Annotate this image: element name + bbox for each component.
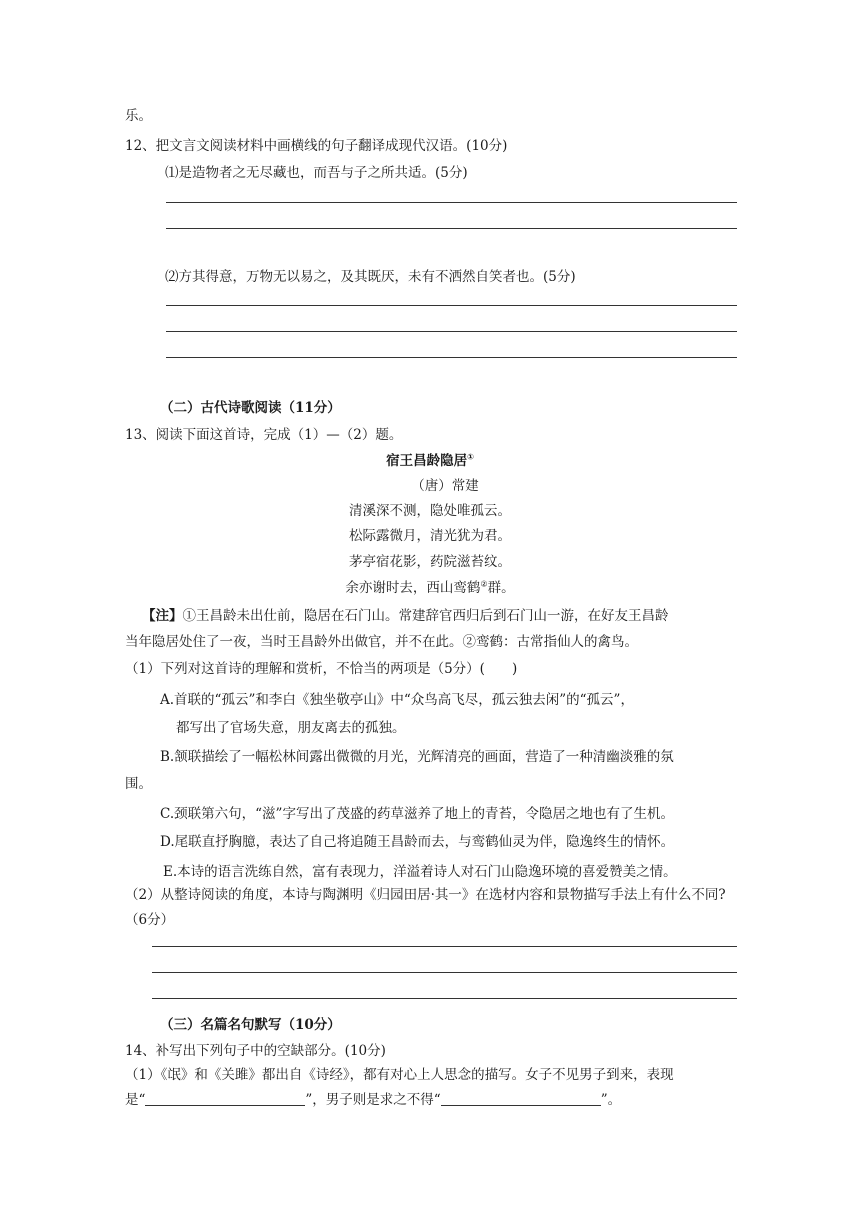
section-3-heading: （三）名篇名句默写（10分） bbox=[160, 1017, 341, 1033]
q14-1-line-1: （1）《氓》和《关雎》都出自《诗经》，都有对心上人思念的描写。女子不见男子到来，表现 bbox=[125, 1067, 674, 1083]
option-c: C.颈联第六句，“滋”字写出了茂盛的药草滋养了地上的青苔，令隐居之地也有了生机。 bbox=[160, 806, 674, 822]
answer-line bbox=[166, 202, 737, 203]
option-b-line-1: B.颔联描绘了一幅松林间露出微微的月光，光辉清亮的画面，营造了一种清幽淡雅的氛 bbox=[160, 749, 674, 765]
poem-note-line-1: 【注】①王昌龄未出仕前，隐居在石门山。常建辞官西归后到石门山一游，在好友王昌龄 bbox=[142, 608, 669, 624]
poem-line-4: 余亦谢时去，西山鸾鹤②群。 bbox=[345, 579, 515, 596]
q13-prompt: 13、阅读下面这首诗，完成（1）—（2）题。 bbox=[125, 427, 403, 443]
poem-note-line-2: 当年隐居处住了一夜，当时王昌龄外出做官，并不在此。②鸾鹤：古常指仙人的禽鸟。 bbox=[125, 634, 638, 650]
option-e: E.本诗的语言洗练自然，富有表现力，洋溢着诗人对石门山隐逸环境的喜爱赞美之情。 bbox=[163, 864, 677, 880]
previous-text-tail: 乐。 bbox=[125, 108, 152, 124]
q12-item-1: ⑴是造物者之无尽藏也，而吾与子之所共适。(5分) bbox=[165, 165, 468, 181]
poem-line-2: 松际露微月，清光犹为君。 bbox=[349, 528, 511, 544]
fill-blank-2[interactable] bbox=[441, 1091, 601, 1106]
q13-1-prompt: （1）下列对这首诗的理解和赏析，不恰当的两项是（5分）( ) bbox=[125, 661, 518, 677]
option-a-line-2: 都写出了官场失意，朋友离去的孤独。 bbox=[176, 720, 406, 736]
option-d: D.尾联直抒胸臆，表达了自己将追随王昌龄而去，与鸾鹤仙灵为伴，隐逸终生的情怀。 bbox=[160, 834, 675, 850]
answer-line bbox=[152, 998, 737, 999]
poem-author: （唐）常建 bbox=[411, 478, 479, 494]
q12-item-2: ⑵方其得意，万物无以易之，及其既厌，未有不洒然自笑者也。(5分) bbox=[165, 269, 576, 285]
q12-prompt: 12、把文言文阅读材料中画横线的句子翻译成现代汉语。(10分) bbox=[125, 138, 508, 154]
q14-prompt: 14、补写出下列句子中的空缺部分。(10分) bbox=[125, 1043, 386, 1059]
q14-1-line-2: 是“ ”，男子则是求之不得“ ”。 bbox=[125, 1092, 622, 1108]
fill-blank-1[interactable] bbox=[145, 1091, 305, 1106]
answer-line bbox=[152, 946, 737, 947]
answer-line bbox=[152, 972, 737, 973]
answer-line bbox=[166, 228, 737, 229]
option-a-line-1: A.首联的“孤云”和李白《独坐敬亭山》中“众鸟高飞尽，孤云独去闲”的“孤云”， bbox=[160, 692, 634, 708]
poem-line-1: 清溪深不测，隐处唯孤云。 bbox=[349, 503, 511, 519]
answer-line bbox=[166, 305, 737, 306]
poem-title: 宿王昌龄隐居① bbox=[386, 452, 474, 469]
q13-2-line-2: （6分） bbox=[125, 912, 175, 928]
option-b-line-2: 围。 bbox=[125, 776, 152, 792]
answer-line bbox=[166, 357, 737, 358]
answer-line bbox=[166, 331, 737, 332]
poem-line-3: 茅亭宿花影，药院滋苔纹。 bbox=[349, 554, 511, 570]
section-2-heading: （二）古代诗歌阅读（11分） bbox=[160, 400, 341, 416]
q13-2-line-1: （2）从整诗阅读的角度，本诗与陶渊明《归园田居·其一》在选材内容和景物描写手法上有什么不同? bbox=[125, 887, 726, 903]
